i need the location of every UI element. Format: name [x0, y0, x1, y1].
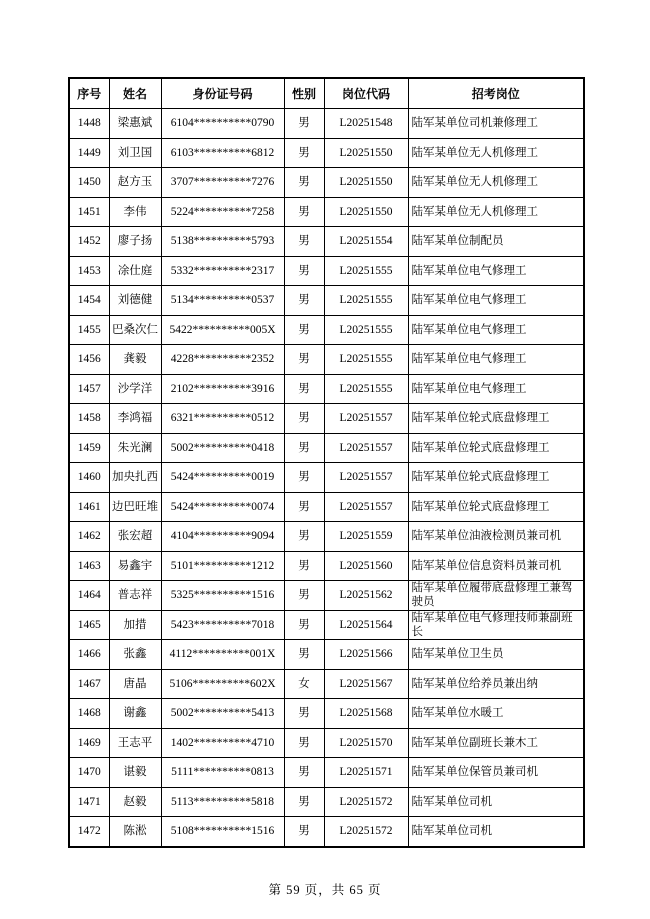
table-row: [69, 315, 584, 345]
gender-cell: 男: [284, 345, 324, 375]
gender-cell: 男: [284, 581, 324, 611]
table-row: [69, 817, 584, 847]
name-cell: 加措: [109, 610, 161, 640]
position-cell: 陆军某单位司机: [408, 787, 584, 817]
table-row: [69, 610, 584, 640]
position-cell: 陆军某单位电气修理技师兼副班长: [408, 610, 584, 640]
serial-cell: 1470: [69, 758, 109, 788]
table-row: [69, 787, 584, 817]
job-code-cell: L20251567: [324, 669, 408, 699]
id-number-cell: 5134**********0537: [161, 286, 284, 316]
serial-cell: 1449: [69, 138, 109, 168]
id-number-cell: 5224**********7258: [161, 197, 284, 227]
job-code-cell: L20251550: [324, 138, 408, 168]
serial-cell: 1461: [69, 492, 109, 522]
gender-cell: 男: [284, 551, 324, 581]
name-cell: 沙学洋: [109, 374, 161, 404]
table-header-row: [69, 78, 584, 109]
job-code-cell: L20251557: [324, 492, 408, 522]
id-number-cell: 5002**********5413: [161, 699, 284, 729]
table-row: [69, 345, 584, 375]
name-cell: 边巴旺堆: [109, 492, 161, 522]
id-number-cell: 4104**********9094: [161, 522, 284, 552]
serial-cell: 1459: [69, 433, 109, 463]
job-code-cell: L20251557: [324, 404, 408, 434]
gender-cell: 男: [284, 109, 324, 139]
name-cell: 朱光澜: [109, 433, 161, 463]
position-cell: 陆军某单位司机兼修理工: [408, 109, 584, 139]
position-cell: 陆军某单位轮式底盘修理工: [408, 404, 584, 434]
table-row: [69, 256, 584, 286]
id-number-cell: 5106**********602X: [161, 669, 284, 699]
gender-cell: 男: [284, 699, 324, 729]
position-cell: 陆军某单位司机: [408, 817, 584, 847]
job-code-cell: L20251550: [324, 168, 408, 198]
job-code-cell: L20251554: [324, 227, 408, 257]
position-cell: 陆军某单位轮式底盘修理工: [408, 492, 584, 522]
name-cell: 加央扎西: [109, 463, 161, 493]
header-id-number: 身份证号码: [161, 78, 284, 109]
id-number-cell: 5113**********5818: [161, 787, 284, 817]
name-cell: 赵毅: [109, 787, 161, 817]
gender-cell: 男: [284, 522, 324, 552]
serial-cell: 1457: [69, 374, 109, 404]
serial-cell: 1463: [69, 551, 109, 581]
gender-cell: 男: [284, 374, 324, 404]
table-row: [69, 168, 584, 198]
id-number-cell: 5138**********5793: [161, 227, 284, 257]
header-position: 招考岗位: [408, 78, 584, 109]
job-code-cell: L20251548: [324, 109, 408, 139]
name-cell: 李伟: [109, 197, 161, 227]
job-code-cell: L20251559: [324, 522, 408, 552]
table-row: [69, 699, 584, 729]
serial-cell: 1467: [69, 669, 109, 699]
job-code-cell: L20251555: [324, 374, 408, 404]
position-cell: 陆军某单位轮式底盘修理工: [408, 433, 584, 463]
serial-cell: 1471: [69, 787, 109, 817]
serial-cell: 1464: [69, 581, 109, 611]
job-code-cell: L20251555: [324, 315, 408, 345]
table-row: [69, 522, 584, 552]
table-row: [69, 463, 584, 493]
serial-cell: 1466: [69, 640, 109, 670]
id-number-cell: 5422**********005X: [161, 315, 284, 345]
position-cell: 陆军某单位卫生员: [408, 640, 584, 670]
table-row: [69, 581, 584, 611]
name-cell: 龚毅: [109, 345, 161, 375]
gender-cell: 男: [284, 817, 324, 847]
job-code-cell: L20251572: [324, 817, 408, 847]
header-gender: 性别: [284, 78, 324, 109]
position-cell: 陆军某单位信息资料员兼司机: [408, 551, 584, 581]
serial-cell: 1462: [69, 522, 109, 552]
position-cell: 陆军某单位电气修理工: [408, 315, 584, 345]
id-number-cell: 2102**********3916: [161, 374, 284, 404]
gender-cell: 男: [284, 197, 324, 227]
job-code-cell: L20251555: [324, 286, 408, 316]
job-code-cell: L20251560: [324, 551, 408, 581]
gender-cell: 男: [284, 492, 324, 522]
header-name: 姓名: [109, 78, 161, 109]
table-row: [69, 404, 584, 434]
position-cell: 陆军某单位给养员兼出纳: [408, 669, 584, 699]
job-code-cell: L20251557: [324, 433, 408, 463]
table-row: [69, 728, 584, 758]
id-number-cell: 5325**********1516: [161, 581, 284, 611]
page-footer: 第 59 页，共 65 页: [268, 883, 382, 897]
job-code-cell: L20251564: [324, 610, 408, 640]
job-code-cell: L20251568: [324, 699, 408, 729]
gender-cell: 男: [284, 138, 324, 168]
serial-cell: 1451: [69, 197, 109, 227]
table-row: [69, 492, 584, 522]
gender-cell: 男: [284, 256, 324, 286]
name-cell: 谢鑫: [109, 699, 161, 729]
id-number-cell: 5424**********0019: [161, 463, 284, 493]
position-cell: 陆军某单位无人机修理工: [408, 138, 584, 168]
serial-cell: 1469: [69, 728, 109, 758]
header-job-code: 岗位代码: [324, 78, 408, 109]
serial-cell: 1454: [69, 286, 109, 316]
name-cell: 易鑫宇: [109, 551, 161, 581]
position-cell: 陆军某单位油液检测员兼司机: [408, 522, 584, 552]
id-number-cell: 6103**********6812: [161, 138, 284, 168]
job-code-cell: L20251571: [324, 758, 408, 788]
name-cell: 廖子扬: [109, 227, 161, 257]
recruitment-roster-table: [68, 77, 585, 848]
gender-cell: 男: [284, 728, 324, 758]
position-cell: 陆军某单位电气修理工: [408, 374, 584, 404]
gender-cell: 男: [284, 404, 324, 434]
table-row: [69, 551, 584, 581]
id-number-cell: 4112**********001X: [161, 640, 284, 670]
serial-cell: 1456: [69, 345, 109, 375]
table-row: [69, 109, 584, 139]
id-number-cell: 1402**********4710: [161, 728, 284, 758]
id-number-cell: 5424**********0074: [161, 492, 284, 522]
table-body: [69, 109, 584, 847]
position-cell: 陆军某单位电气修理工: [408, 286, 584, 316]
name-cell: 李鸿福: [109, 404, 161, 434]
id-number-cell: 5111**********0813: [161, 758, 284, 788]
gender-cell: 男: [284, 610, 324, 640]
name-cell: 梁惠斌: [109, 109, 161, 139]
name-cell: 唐晶: [109, 669, 161, 699]
name-cell: 张宏超: [109, 522, 161, 552]
table-row: [69, 138, 584, 168]
position-cell: 陆军某单位保管员兼司机: [408, 758, 584, 788]
serial-cell: 1450: [69, 168, 109, 198]
name-cell: 谌毅: [109, 758, 161, 788]
serial-cell: 1448: [69, 109, 109, 139]
job-code-cell: L20251555: [324, 256, 408, 286]
table-row: [69, 286, 584, 316]
gender-cell: 男: [284, 463, 324, 493]
name-cell: 凃仕庭: [109, 256, 161, 286]
serial-cell: 1458: [69, 404, 109, 434]
job-code-cell: L20251566: [324, 640, 408, 670]
serial-cell: 1465: [69, 610, 109, 640]
name-cell: 普志祥: [109, 581, 161, 611]
position-cell: 陆军某单位轮式底盘修理工: [408, 463, 584, 493]
id-number-cell: 6104**********0790: [161, 109, 284, 139]
id-number-cell: 5423**********7018: [161, 610, 284, 640]
name-cell: 刘德健: [109, 286, 161, 316]
id-number-cell: 5101**********1212: [161, 551, 284, 581]
header-serial-number: 序号: [69, 78, 109, 109]
position-cell: 陆军某单位电气修理工: [408, 256, 584, 286]
gender-cell: 男: [284, 168, 324, 198]
gender-cell: 男: [284, 286, 324, 316]
gender-cell: 男: [284, 227, 324, 257]
position-cell: 陆军某单位履带底盘修理工兼驾驶员: [408, 581, 584, 611]
serial-cell: 1453: [69, 256, 109, 286]
serial-cell: 1468: [69, 699, 109, 729]
table-row: [69, 669, 584, 699]
position-cell: 陆军某单位无人机修理工: [408, 197, 584, 227]
table-row: [69, 227, 584, 257]
serial-cell: 1472: [69, 817, 109, 847]
gender-cell: 男: [284, 787, 324, 817]
serial-cell: 1455: [69, 315, 109, 345]
gender-cell: 男: [284, 758, 324, 788]
serial-cell: 1452: [69, 227, 109, 257]
table-row: [69, 758, 584, 788]
job-code-cell: L20251562: [324, 581, 408, 611]
gender-cell: 男: [284, 640, 324, 670]
name-cell: 赵方玉: [109, 168, 161, 198]
job-code-cell: L20251555: [324, 345, 408, 375]
id-number-cell: 3707**********7276: [161, 168, 284, 198]
serial-cell: 1460: [69, 463, 109, 493]
name-cell: 张鑫: [109, 640, 161, 670]
position-cell: 陆军某单位无人机修理工: [408, 168, 584, 198]
position-cell: 陆军某单位副班长兼木工: [408, 728, 584, 758]
id-number-cell: 4228**********2352: [161, 345, 284, 375]
table-row: [69, 374, 584, 404]
name-cell: 陈淞: [109, 817, 161, 847]
job-code-cell: L20251550: [324, 197, 408, 227]
gender-cell: 男: [284, 433, 324, 463]
id-number-cell: 6321**********0512: [161, 404, 284, 434]
table-row: [69, 433, 584, 463]
gender-cell: 女: [284, 669, 324, 699]
id-number-cell: 5002**********0418: [161, 433, 284, 463]
position-cell: 陆军某单位水暖工: [408, 699, 584, 729]
name-cell: 王志平: [109, 728, 161, 758]
name-cell: 巴桑次仁: [109, 315, 161, 345]
position-cell: 陆军某单位制配员: [408, 227, 584, 257]
job-code-cell: L20251557: [324, 463, 408, 493]
table-row: [69, 197, 584, 227]
position-cell: 陆军某单位电气修理工: [408, 345, 584, 375]
gender-cell: 男: [284, 315, 324, 345]
id-number-cell: 5108**********1516: [161, 817, 284, 847]
job-code-cell: L20251572: [324, 787, 408, 817]
id-number-cell: 5332**********2317: [161, 256, 284, 286]
table-row: [69, 640, 584, 670]
job-code-cell: L20251570: [324, 728, 408, 758]
name-cell: 刘卫国: [109, 138, 161, 168]
